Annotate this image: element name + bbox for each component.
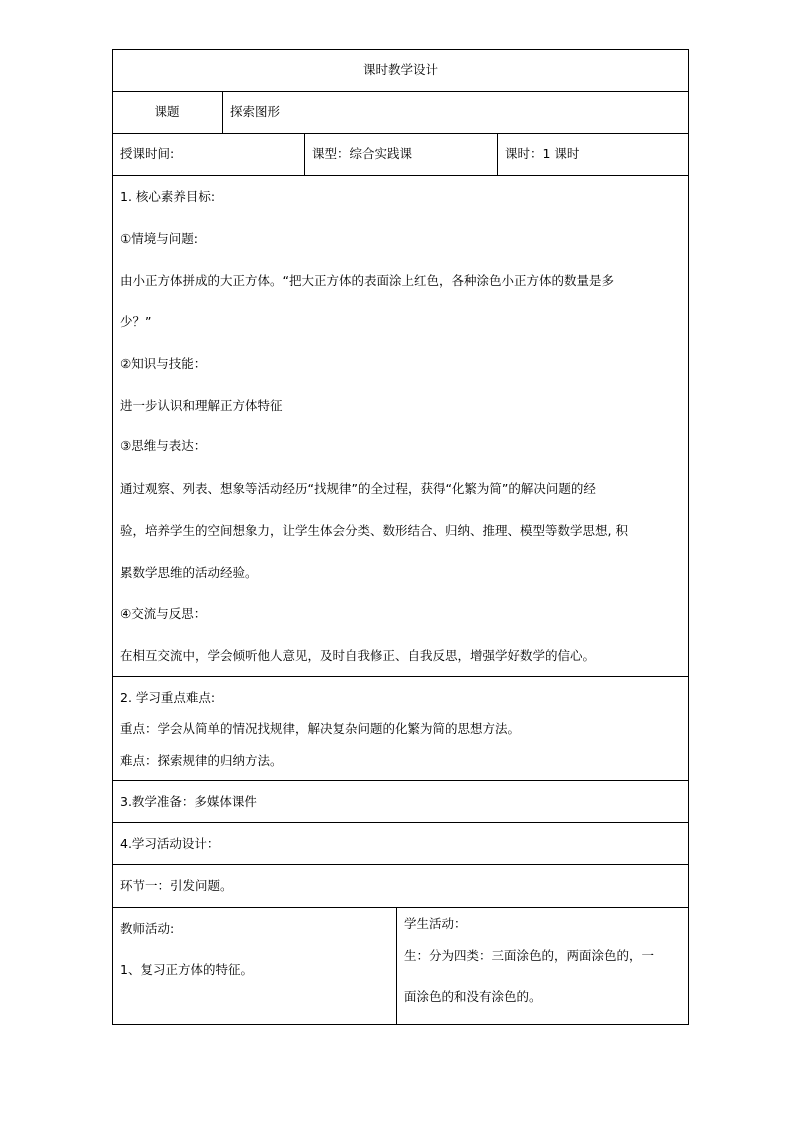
row-divider bbox=[112, 676, 689, 677]
goal-reflection-text: 在相互交流中，学会倾听他人意见，及时自我修正、自我反思，增强学好数学的信心。 bbox=[120, 648, 596, 663]
topic-label: 课题 bbox=[154, 104, 180, 119]
key-point-important: 重点：学会从简单的情况找规律，解决复杂问题的化繁为简的思想方法。 bbox=[120, 721, 521, 736]
goal-thinking-text-2: 验，培养学生的空间想象力，让学生体会分类、数形结合、归纳、推理、模型等数学思想, 积 bbox=[120, 523, 628, 538]
column-divider bbox=[304, 133, 305, 175]
teacher-activity-item: 1、复习正方体的特征。 bbox=[120, 962, 253, 977]
row-divider bbox=[112, 175, 689, 176]
topic-value: 探索图形 bbox=[230, 104, 281, 119]
column-divider bbox=[396, 907, 397, 1025]
key-points-heading: 2. 学习重点难点: bbox=[120, 690, 216, 705]
goal-thinking-text-1: 通过观察、列表、想象等活动经历“找规律”的全过程，获得“化繁为简”的解决问题的经 bbox=[120, 481, 596, 496]
row-divider bbox=[112, 780, 689, 781]
teaching-preparation: 3.教学准备：多媒体课件 bbox=[120, 794, 257, 809]
column-divider bbox=[497, 133, 498, 175]
key-point-difficult: 难点：探索规律的归纳方法。 bbox=[120, 753, 283, 768]
student-activity-text-1: 生：分为四类：三面涂色的，两面涂色的，一 bbox=[404, 948, 655, 963]
goal-reflection-title: ④交流与反思： bbox=[120, 606, 207, 621]
activity-design-heading: 4.学习活动设计： bbox=[120, 836, 220, 851]
goal-knowledge-text: 进一步认识和理解正方体特征 bbox=[120, 398, 283, 413]
goal-knowledge-title: ②知识与技能： bbox=[120, 356, 207, 371]
student-activity-label: 学生活动： bbox=[404, 916, 467, 931]
row-divider bbox=[112, 822, 689, 823]
goal-situation-title: ①情境与问题: bbox=[120, 231, 198, 246]
goal-situation-text-2: 少？” bbox=[120, 314, 152, 329]
column-divider bbox=[222, 91, 223, 133]
goals-heading: 1. 核心素养目标: bbox=[120, 189, 216, 204]
goal-situation-text-1: 由小正方体拼成的大正方体。“把大正方体的表面涂上红色，各种涂色小正方体的数量是多 bbox=[120, 273, 614, 288]
student-activity-text-2: 面涂色的和没有涂色的。 bbox=[404, 989, 542, 1004]
row-divider bbox=[112, 133, 689, 134]
goal-thinking-text-3: 累数学思维的活动经验。 bbox=[120, 565, 258, 580]
goal-thinking-title: ③思维与表达： bbox=[120, 438, 207, 453]
row-divider bbox=[112, 907, 689, 908]
lesson-type-label: 课型：综合实践课 bbox=[312, 146, 413, 161]
stage-one-title: 环节一：引发问题。 bbox=[120, 878, 233, 893]
class-hours-label: 课时：1 课时 bbox=[505, 146, 580, 161]
row-divider bbox=[112, 864, 689, 865]
teaching-time-label: 授课时间: bbox=[120, 146, 175, 161]
teacher-activity-label: 教师活动: bbox=[120, 921, 175, 936]
table-title: 课时教学设计 bbox=[362, 62, 438, 77]
row-divider bbox=[112, 91, 689, 92]
